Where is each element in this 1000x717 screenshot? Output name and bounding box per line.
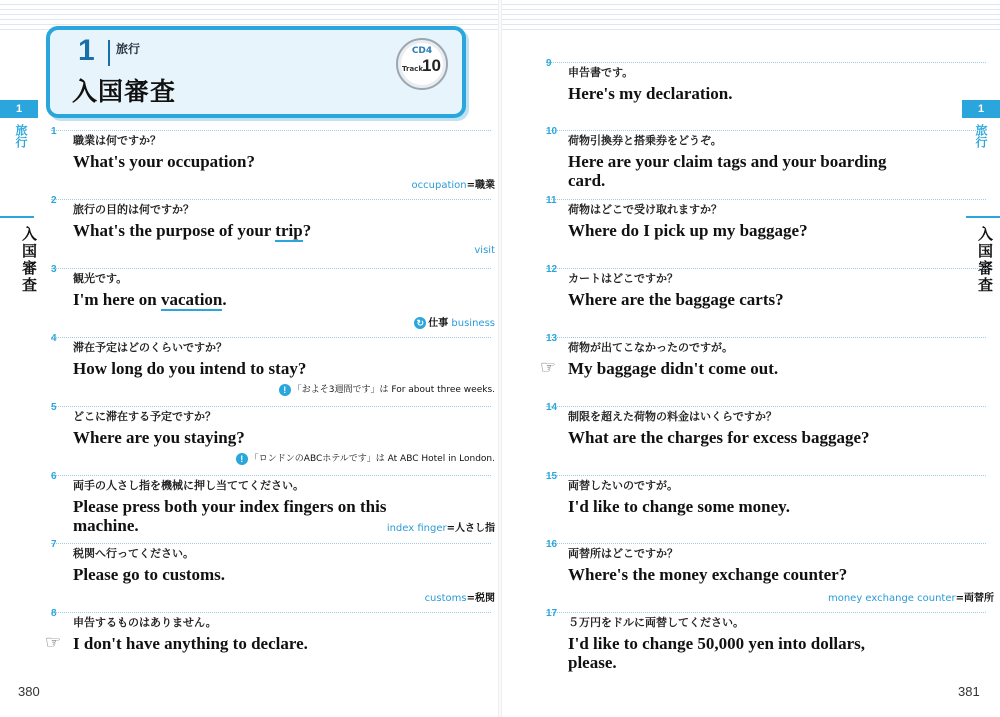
tip-text: 「ロンドンのABCホテルです」は At ABC Hotel in London.	[249, 454, 495, 464]
item-number: 8	[51, 608, 57, 619]
item-divider	[546, 543, 986, 544]
item-english	[73, 290, 493, 309]
item-divider	[51, 406, 491, 407]
phrase-item-11	[546, 195, 988, 240]
phrase-item-8	[45, 608, 493, 653]
item-divider	[546, 612, 986, 613]
item-english: Where are you staying?	[73, 428, 245, 447]
tip-text: 「およそ3週間です」は For about three weeks.	[292, 385, 495, 395]
en-text-end: .	[222, 290, 227, 309]
item-number: 2	[51, 195, 57, 206]
underlined-word: trip	[275, 221, 303, 240]
en-text: I'm here on	[73, 290, 161, 309]
note-term: index finger	[386, 523, 447, 534]
vocab-note	[474, 245, 495, 256]
page-number-right: 381	[958, 684, 980, 699]
pointing-hand-icon: ☞	[540, 357, 557, 378]
item-english: Please go to customs.	[73, 565, 226, 584]
item-number: 5	[51, 402, 57, 413]
note-meaning: =職業	[466, 180, 495, 191]
item-english: How long do you intend to stay?	[73, 359, 307, 378]
item-divider	[546, 406, 986, 407]
phrase-item-17	[546, 608, 988, 672]
phrase-item-1	[51, 126, 495, 191]
item-number: 6	[51, 471, 57, 482]
note-meaning: =両替所	[955, 593, 994, 604]
item-japanese: 職業は何ですか？	[73, 134, 161, 147]
unit-number: 1	[78, 34, 95, 67]
item-english	[73, 221, 493, 240]
item-divider	[51, 337, 491, 338]
item-divider	[51, 268, 491, 269]
item-divider	[51, 475, 491, 476]
item-divider	[51, 543, 491, 544]
item-divider	[51, 199, 491, 200]
item-english: My baggage didn't come out.	[568, 359, 779, 378]
tip-note	[279, 382, 495, 396]
item-english: Where do I pick up my baggage?	[568, 221, 808, 240]
item-number: 4	[51, 333, 57, 344]
note-term: occupation	[411, 180, 467, 191]
item-english-line1: Please press both your index fingers on this	[73, 497, 387, 516]
pointing-hand-icon: ☞	[45, 632, 62, 653]
item-japanese: 両替したいのですが。	[568, 479, 678, 492]
item-divider	[546, 475, 986, 476]
item-number: 13	[546, 333, 558, 344]
item-number: 7	[51, 539, 57, 550]
item-japanese: 荷物が出てこなかったのですが。	[568, 341, 733, 354]
phrase-item-7	[51, 539, 495, 604]
item-japanese: 観光です。	[73, 272, 128, 285]
phrase-item-10	[546, 126, 988, 190]
vocab-note	[412, 176, 495, 191]
item-english: Where are the baggage carts?	[568, 290, 784, 309]
item-japanese: 税関へ行ってください。	[73, 547, 194, 560]
page-title: 入国審査	[72, 77, 177, 106]
item-japanese: 申告するものはありません。	[73, 616, 217, 629]
item-number: 1	[51, 126, 57, 137]
cd-track-badge[interactable]	[396, 38, 448, 90]
tip-note	[236, 451, 495, 465]
phrase-item-9	[546, 58, 988, 103]
side-tab-section: 入国審査	[976, 226, 994, 294]
note-term: money exchange counter	[827, 593, 956, 604]
item-english: What are the charges for excess baggage?	[568, 428, 870, 447]
item-english: I'd like to change some money.	[568, 497, 790, 516]
underlined-word: vacation	[161, 290, 223, 309]
item-number: 9	[546, 58, 552, 69]
item-english: What's your occupation?	[73, 152, 255, 171]
note-meaning: =人さし指	[446, 523, 495, 534]
track-number: 10	[422, 56, 441, 75]
item-number: 16	[546, 539, 558, 550]
item-japanese: ５万円をドルに両替してください。	[568, 616, 744, 629]
vocab-note	[414, 314, 495, 329]
phrase-item-5	[51, 402, 495, 464]
unit-divider	[108, 40, 110, 66]
item-japanese: 荷物引換券と搭乗券をどうぞ。	[568, 134, 722, 147]
en-text: What's the purpose of your	[73, 221, 276, 240]
unit-title-box	[46, 26, 466, 118]
item-japanese: カートはどこですか？	[568, 272, 678, 285]
phrase-item-3	[51, 264, 495, 329]
page-number-left: 380	[18, 684, 40, 699]
item-number: 17	[546, 608, 558, 619]
item-english-line2: please.	[568, 653, 617, 672]
unit-name: 旅行	[116, 42, 141, 56]
item-japanese: 旅行の目的は何ですか？	[73, 203, 194, 216]
track-label: Track	[402, 65, 423, 73]
vocab-note	[425, 589, 495, 604]
item-divider	[546, 62, 986, 63]
item-english-line2: card.	[568, 171, 606, 190]
item-english-line2: machine.	[73, 516, 139, 535]
side-tab-category: 旅行	[974, 124, 988, 148]
phrase-item-13	[540, 333, 988, 378]
item-number: 14	[546, 402, 558, 413]
item-japanese: 申告書です。	[568, 66, 634, 79]
note-meaning: =税関	[466, 593, 495, 604]
item-divider	[546, 199, 986, 200]
item-number: 15	[546, 471, 558, 482]
vocab-note	[387, 519, 495, 534]
phrase-item-16	[546, 539, 994, 604]
swap-icon: ↻	[414, 317, 426, 329]
en-text-end: ?	[302, 221, 312, 240]
note-term: visit	[474, 245, 495, 256]
note-meaning: 仕事	[428, 318, 449, 329]
item-english: Here's my declaration.	[568, 84, 733, 103]
cd-label: CD4	[411, 46, 433, 56]
note-term: customs	[424, 593, 467, 604]
exclamation-icon: !	[279, 384, 291, 396]
phrase-item-12	[546, 264, 988, 309]
phrase-item-6	[51, 471, 495, 535]
note-term: business	[451, 318, 495, 329]
item-english: Where's the money exchange counter?	[568, 565, 848, 584]
phrase-item-14	[546, 402, 988, 447]
item-english: I don't have anything to declare.	[73, 634, 308, 653]
phrase-item-15	[546, 471, 988, 516]
item-english-line1: Here are your claim tags and your boarding	[568, 152, 887, 171]
item-japanese: 両手の人さし指を機械に押し当ててください。	[73, 479, 304, 492]
phrase-item-4	[51, 333, 495, 395]
item-japanese: どこに滞在する予定ですか？	[73, 410, 216, 423]
item-divider	[51, 130, 491, 131]
phrase-item-2	[51, 195, 495, 256]
item-japanese: 両替所はどこですか？	[568, 547, 678, 560]
item-english-line1: I'd like to change 50,000 yen into dollars,	[568, 634, 866, 653]
side-tab-category: 旅行	[14, 124, 28, 148]
side-tab-section: 入国審査	[20, 226, 38, 294]
item-number: 12	[546, 264, 558, 275]
item-divider	[546, 130, 986, 131]
item-japanese: 制限を超えた荷物の料金はいくらですか？	[568, 410, 777, 423]
item-divider	[546, 268, 986, 269]
vocab-note	[828, 589, 994, 604]
item-number: 11	[546, 195, 557, 206]
side-tab-number[interactable]: 1	[962, 100, 1000, 118]
side-divider	[0, 216, 34, 218]
exclamation-icon: !	[236, 453, 248, 465]
item-japanese: 滞在予定はどのくらいですか？	[73, 341, 227, 354]
item-japanese: 荷物はどこで受け取れますか？	[568, 203, 722, 216]
item-divider	[546, 337, 986, 338]
right-page	[500, 0, 1000, 717]
item-number: 10	[546, 126, 558, 137]
item-divider	[51, 612, 491, 613]
side-tab-number[interactable]: 1	[0, 100, 38, 118]
item-number: 3	[51, 264, 57, 275]
